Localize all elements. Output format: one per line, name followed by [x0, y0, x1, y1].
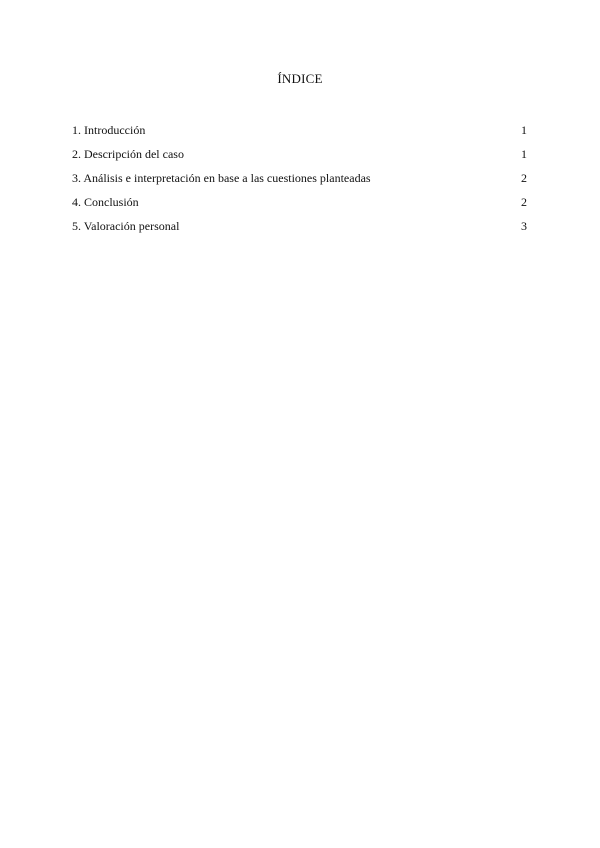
toc-entry-analisis [72, 171, 527, 195]
toc-entry-label: 5. Valoración personal [72, 219, 180, 233]
toc-entry-page-number: 2 [521, 171, 527, 185]
toc-entry-page-number: 1 [521, 147, 527, 161]
toc-entry-label: 1. Introducción [72, 123, 146, 137]
toc-entry-page-number: 2 [521, 195, 527, 209]
toc-entry-label: 4. Conclusión [72, 195, 139, 209]
table-of-contents [72, 123, 527, 243]
page-title: ÍNDICE [277, 71, 323, 86]
toc-entry-page-number: 1 [521, 123, 527, 137]
toc-entry-label: 3. Análisis e interpretación en base a las cuestiones planteadas [72, 171, 371, 185]
toc-entry-conclusion [72, 195, 527, 219]
toc-entry-page-number: 3 [521, 219, 527, 233]
toc-entry-valoracion [72, 219, 527, 243]
toc-entry-introduccion [72, 123, 527, 147]
toc-entry-label: 2. Descripción del caso [72, 147, 184, 161]
toc-entry-descripcion [72, 147, 527, 171]
